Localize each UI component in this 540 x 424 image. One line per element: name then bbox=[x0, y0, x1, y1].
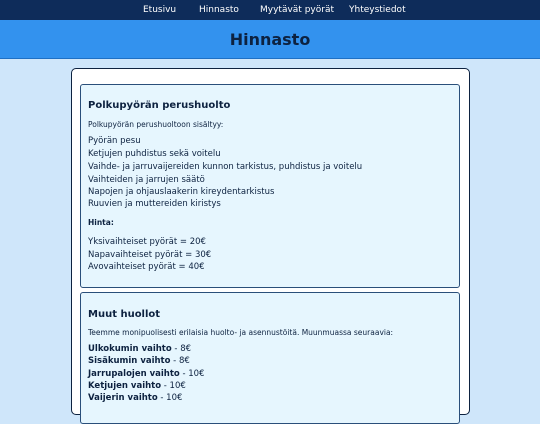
list-item: Vaihteiden ja jarrujen säätö bbox=[88, 175, 205, 185]
nav-link-etusivu[interactable]: Etusivu bbox=[143, 5, 177, 15]
price-row: Yksivaihteiset pyörät = 20€ bbox=[88, 237, 206, 247]
nav-link-yhteystiedot[interactable]: Yhteystiedot bbox=[349, 5, 406, 15]
service-price: - 10€ bbox=[161, 381, 186, 391]
service-name: Ketjujen vaihto bbox=[88, 381, 162, 391]
nav-link-hinnasto[interactable]: Hinnasto bbox=[199, 5, 239, 15]
service-row bbox=[88, 344, 191, 354]
section-title-perushuolto: Polkupyörän perushuolto bbox=[88, 100, 231, 111]
service-row bbox=[88, 393, 182, 403]
service-price: - 10€ bbox=[157, 393, 183, 403]
service-row bbox=[88, 381, 186, 391]
service-name: Sisäkumin vaihto bbox=[88, 356, 171, 366]
page-header bbox=[0, 20, 540, 59]
service-price: - 8€ bbox=[170, 356, 190, 366]
nav-link-myytavat-pyorat[interactable]: Myytävät pyörät bbox=[260, 5, 334, 15]
price-row: Napavaihteiset pyörät = 30€ bbox=[88, 250, 212, 260]
list-item: Ketjujen puhdistus sekä voitelu bbox=[88, 149, 221, 159]
price-heading: Hinta: bbox=[88, 218, 114, 227]
section-intro-perushuolto: Polkupyörän perushuoltoon sisältyy: bbox=[88, 120, 224, 129]
section-intro-muut-huollot: Teemme monipuolisesti erilaisia huolto- ja asennustöitä. Muunmuassa seuraavia: bbox=[88, 328, 394, 337]
price-row: Avovaihteiset pyörät = 40€ bbox=[88, 262, 205, 272]
service-name: Jarrupalojen vaihto bbox=[88, 369, 180, 379]
page-title: Hinnasto bbox=[229, 30, 311, 49]
list-item: Vaihde- ja jarruvaijereiden kunnon tarkistus, puhdistus ja voitelu bbox=[88, 162, 363, 172]
section-title-muut-huollot: Muut huollot bbox=[88, 309, 161, 320]
list-item: Pyörän pesu bbox=[88, 136, 141, 146]
service-row bbox=[88, 356, 190, 366]
top-nav bbox=[0, 0, 540, 20]
list-item: Ruuvien ja muttereiden kiristys bbox=[88, 199, 221, 209]
service-name: Ulkokumin vaihto bbox=[88, 344, 172, 354]
list-item: Napojen ja ohjauslaakerin kireydentarkistus bbox=[88, 187, 275, 197]
service-price: - 8€ bbox=[171, 344, 192, 354]
service-row bbox=[88, 369, 204, 379]
service-price: - 10€ bbox=[179, 369, 205, 379]
service-name: Vaijerin vaihto bbox=[88, 393, 158, 403]
